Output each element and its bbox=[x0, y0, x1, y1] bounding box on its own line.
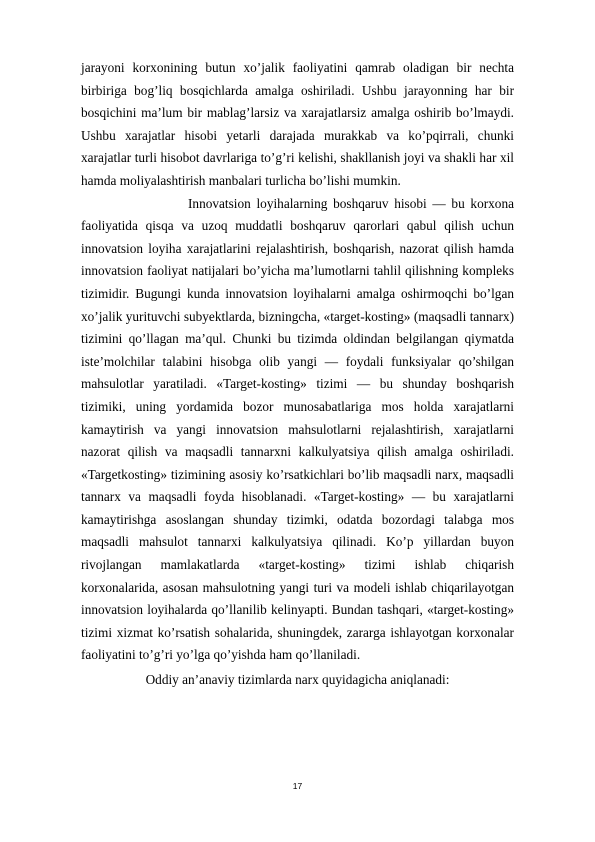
page-number: 17 bbox=[292, 781, 303, 791]
paragraph-price-definition-intro: Oddiy an’anaviy tizimlarda narx quyidagicha aniqlanadi: bbox=[145, 672, 450, 688]
paragraph-expense-stages: jarayoni korxonining butun xo’jalik faoliyatini qamrab oladigan bir nechta birbiriga bog’liq bosqichlarda amalga oshiriladi. Ushbu jarayonning har bir bosqichini ma’lum bir mablag’larsiz va xarajatlarsiz amalga oshirib bo’lmaydi. Ushbu xarajatlar hisobi yetarli darajada murakkab va ko’pqirrali, chunki xarajatlar turli hisobot davrlariga to’g’ri kelishi, shakllanish joyi va shakli har xil hamda moliyalashtirish manbalari turlicha bo’lishi mumkin. bbox=[81, 60, 514, 188]
paragraph-target-costing: Innovatsion loyihalarning boshqaruv hisobi — bu korxona faoliyatida qisqa va uzoq muddatli boshqaruv qarorlari qabul qilish uchun innovatsion loyiha xarajatlarini rejalashtirish, boshqarish, nazorat qilish hamda innovatsion faoliyat natijalari bo’yicha ma’lumotlarni tahlil qilishning kompleks tizimidir. Bugungi kunda innovatsion loyihalarni amalga oshirmoqchi bo’lgan xo’jalik yurituvchi subyektlarda, bizningcha, «target-kosting» (maqsadli tannarx) tizimini qo’llagan ma’qul. Chunki bu tizimda oldindan belgilangan qiymatda iste’molchilar talabini hisobga olib yangi — foydali funksiyalar qo’shilgan mahsulotlar yaratiladi. «Target-kosting» tizimi — bu shunday boshqarish tizimiki, uning yordamida bozor munosabatlariga mos holda xarajatlarni kamaytirish va yangi innovatsion mahsulotlarni rejalashtirish, xarajatlarni nazorat qilish va maqsadli tannarxni kalkulyatsiya qilish amalga oshiriladi. «Targetkosting» tizimining asosiy ko’rsatkichlari bo’lib maqsadli narx, maqsadli tannarx va maqsadli foyda hisoblanadi. «Target-kosting» — bu xarajatlarni kamaytirishga asoslangan shunday tizimki, odatda bozordagi talabga mos maqsadli mahsulot tannarxi kalkulyatsiya qilinadi. Ko’p yillardan buyon rivojlangan mamlakatlarda «target-kosting» tizimi ishlab chiqarish korxonalarida, asosan mahsulotning yangi turi va modeli ishlab chiqarilayotgan innovatsion loyihalarda qo’llanilib kelinyapti. Bundan tashqari, «target-kosting» tizimi xizmat ko’rsatish sohalarida, shuningdek, zararga ishlayotgan korxonalar faoliyatini to’g’ri yo’lga qo’yishda ham qo’llaniladi. bbox=[81, 195, 514, 663]
body-text bbox=[81, 57, 514, 692]
